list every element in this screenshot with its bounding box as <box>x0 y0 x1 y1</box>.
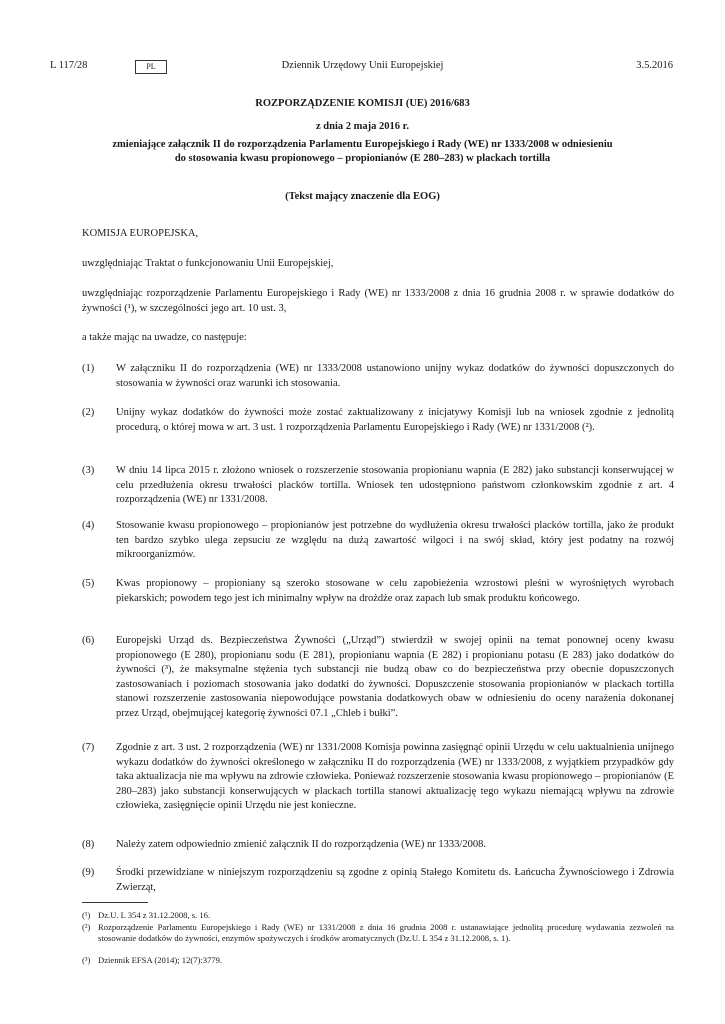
recital-number: (7) <box>82 742 95 753</box>
regulation-subject: zmieniające załącznik II do rozporządzenia Parlamentu Europejskiego i Rady (WE) nr 1333/2008 w odniesieniu do stosowania kwasu propionowego – propionianów (E 280–283) w plackach tortilla <box>112 139 613 164</box>
footnote-text: Dziennik EFSA (2014); 12(7):3779. <box>98 955 223 965</box>
recital-number: (1) <box>82 363 95 374</box>
recital-text: Unijny wykaz dodatków do żywności może zostać zaktualizowany z inicjatywy Komisji lub na wniosek zgodnie z jednolitą procedurą, o której mowa w art. 3 ust. 1 rozporządzenia Parlamentu Europejskiego i Rady (WE) nr 1331/2008 (²). <box>116 407 674 433</box>
recital-text: Zgodnie z art. 3 ust. 2 rozporządzenia (WE) nr 1331/2008 Komisja powinna zasięgnąć opinii Urzędu w celu uaktualnienia unijnego wykazu dodatków do żywności określonego w załączniku II do rozporządzenia (WE) nr 1333/2008, z wyjątkiem przypadków gdy taka aktualizacja nie ma wpływu na zdrowie człowieka. Ponieważ rozszerzenie stosowania kwasu propionowego – propionianów (E 280–283) jako substancji konserwujących w plackach tortilla stanowi aktualizację tego wykazu niemającą wpływu na zdrowie człowieka, zasięgnięcie opinii Urzędu nie jest konieczne. <box>116 742 674 812</box>
recital-text: W dniu 14 lipca 2015 r. złożono wniosek o rozszerzenie stosowania propionianu wapnia (E 282) jako substancji konserwującej w celu przedłużenia okresu trwałości placków tortilla. Wniosek ten udostępniono państwom członkowskim zgodnie z art. 4 rozporządzenia (WE) nr 1331/2008. <box>116 465 674 506</box>
preamble-commission: KOMISJA EUROPEJSKA, <box>82 228 199 239</box>
footnote-text: Rozporządzenie Parlamentu Europejskiego i Rady (WE) nr 1331/2008 z dnia 16 grudnia 2008 r. ustanawiające jednolitą procedurę wydawania zezwoleń na stosowanie dodatków do żywności, enzymów spożywczych i środków aromatycznych (Dz.U. L 354 z 31.12.2008, s. 1). <box>98 922 674 943</box>
footnote-number: (³) <box>82 955 91 965</box>
preamble-whereas: a także mając na uwadze, co następuje: <box>82 332 247 343</box>
journal-title: Dziennik Urzędowy Unii Europejskiej <box>281 60 444 71</box>
publication-date: 3.5.2016 <box>636 60 673 71</box>
regulation-date: z dnia 2 maja 2016 r. <box>316 121 409 132</box>
regulation-title: ROZPORZĄDZENIE KOMISJI (UE) 2016/683 <box>255 98 470 109</box>
recital-text: Europejski Urząd ds. Bezpieczeństwa Żywności („Urząd”) stwierdził w swojej opinii na temat ponownej oceny kwasu propionowego (E 280), propionianu sodu (E 281), propionianu wapnia (E 282) i propionianu potasu (E 283) jako dodatków do żywności (³), że maksymalne stężenia tych substancji nie budzą obaw co do bezpieczeństwa przy obecnie dopuszczonych zastosowaniach i poziomach stosowania jako dodatki do żywności. Dopuszczenie stosowania propionianów w plackach tortilla stanowi rozszerzenie zastosowania niepowodujące powstania dodatkowych obaw w odniesieniu do oceny narażenia dokonanej przez Urząd, obejmującej kategorię żywności 07.1 „Chleb i bułki”. <box>116 635 674 719</box>
recital-text: Stosowanie kwasu propionowego – propionianów jest potrzebne do wydłużenia okresu trwałości placków tortilla, jako że produkt ten bardzo szybko ulega zepsuciu ze względu na dużą zawartość wilgoci i na swój skład, który jest podatny na rozwój mikroorganizmów. <box>116 520 674 561</box>
recital-number: (2) <box>82 407 95 418</box>
recital-number: (9) <box>82 867 95 878</box>
language-badge: PL <box>135 60 167 74</box>
page-header <box>0 60 725 76</box>
recital-number: (4) <box>82 520 95 531</box>
footnote-text: Dz.U. L 354 z 31.12.2008, s. 16. <box>98 910 211 920</box>
recital-number: (8) <box>82 839 95 850</box>
page-reference: L 117/28 <box>50 60 88 71</box>
recital-text: Kwas propionowy – propioniany są szeroko stosowane w celu zapobieżenia wzrostowi pleśni w wyrośniętych wyrobach piekarskich; powodem tego jest ich minimalny wpływ na drożdże oraz zapach lub smak produktu końcowego. <box>116 578 674 604</box>
recital-text: Środki przewidziane w niniejszym rozporządzeniu są zgodne z opinią Stałego Komitetu ds. Łańcucha Żywnościowego i Zdrowia Zwierząt, <box>116 867 674 893</box>
eea-relevance: (Tekst mający znaczenie dla EOG) <box>285 191 440 202</box>
footnote-separator <box>82 902 148 903</box>
preamble-treaty: uwzględniając Traktat o funkcjonowaniu Unii Europejskiej, <box>82 258 334 269</box>
recital-text: W załączniku II do rozporządzenia (WE) nr 1333/2008 ustanowiono unijny wykaz dodatków do żywności dopuszczonych do stosowania w żywności oraz warunki ich stosowania. <box>116 363 674 389</box>
recital-number: (6) <box>82 635 95 646</box>
footnote-number: (²) <box>82 922 91 932</box>
recital-text: Należy zatem odpowiednio zmienić załącznik II do rozporządzenia (WE) nr 1333/2008. <box>116 839 486 850</box>
recital-number: (5) <box>82 578 95 589</box>
footnote-number: (¹) <box>82 910 91 920</box>
recital-number: (3) <box>82 465 95 476</box>
preamble-regulation: uwzględniając rozporządzenie Parlamentu Europejskiego i Rady (WE) nr 1333/2008 z dnia 16 grudnia 2008 r. w sprawie dodatków do żywności (¹), w szczególności jego art. 10 ust. 3, <box>82 288 674 314</box>
